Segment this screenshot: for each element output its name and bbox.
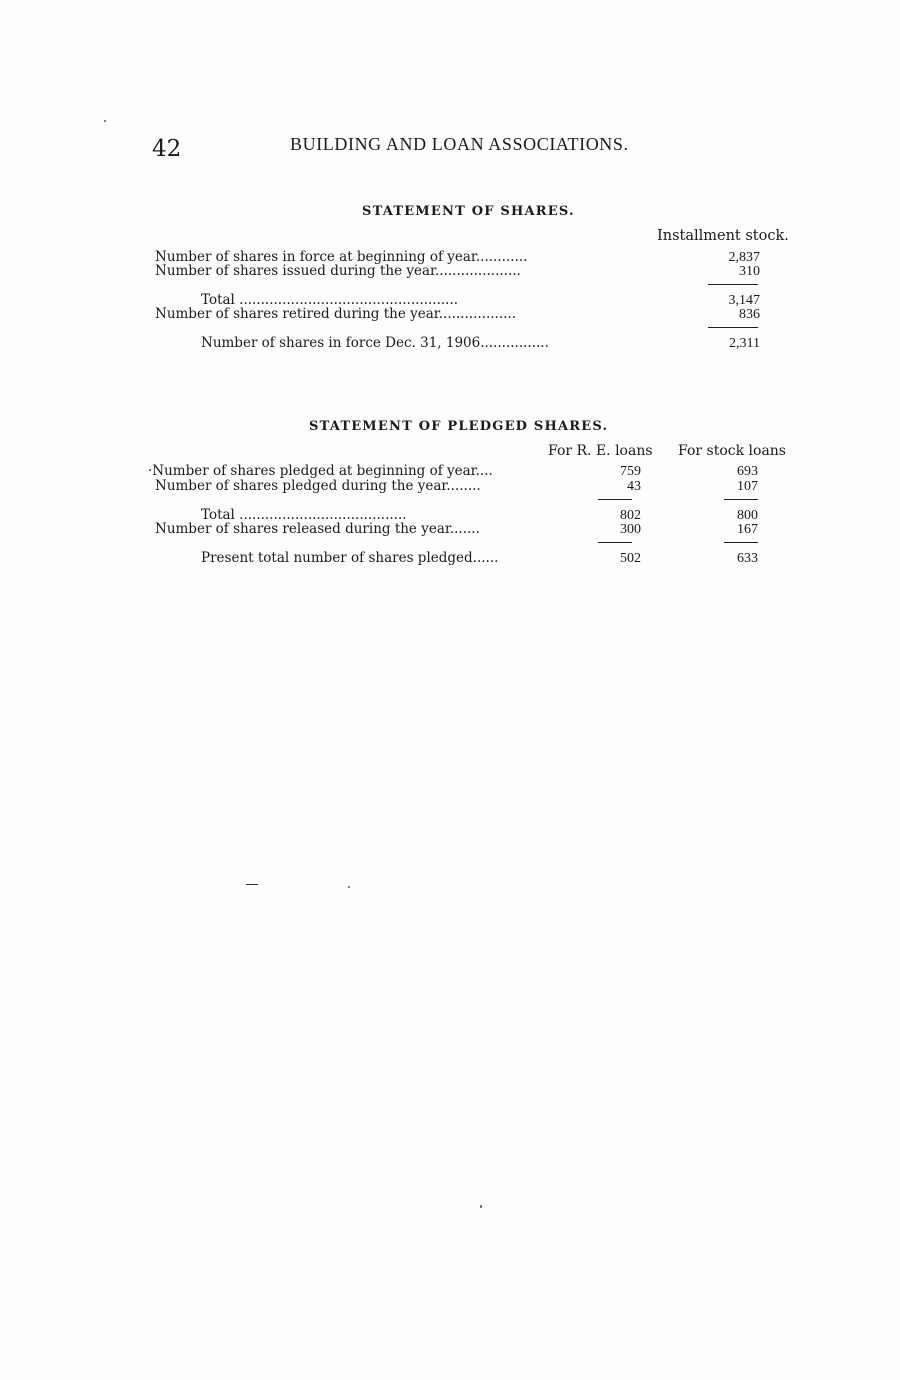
table-row — [155, 479, 760, 494]
row-value: 836 — [739, 307, 760, 322]
row-value: 310 — [739, 264, 760, 279]
pledged-section-title: STATEMENT OF PLEDGED SHARES. — [309, 419, 609, 434]
row-value-stock: 800 — [737, 508, 758, 523]
row-value-re: 43 — [627, 479, 641, 494]
row-label: ·Number of shares pledged at beginning of year.... — [148, 463, 493, 479]
row-label: Number of shares issued during the year.................... — [155, 263, 521, 279]
page-number: 42 — [152, 136, 182, 162]
table-row — [148, 464, 760, 479]
row-value: 2,837 — [728, 250, 760, 265]
row-value-re: 759 — [620, 464, 641, 479]
table-row — [155, 336, 760, 351]
subtotal-rule-re — [598, 499, 632, 500]
shares-column-header: Installment stock. — [657, 228, 789, 244]
row-label: Number of shares in force at beginning of year............ — [155, 249, 528, 265]
total-rule — [708, 327, 758, 328]
row-label: Number of shares retired during the year.................. — [155, 306, 517, 322]
subtotal-rule-stock — [724, 499, 758, 500]
row-label: Number of shares released during the year....... — [155, 521, 480, 537]
total-rule-re — [598, 542, 632, 543]
table-row — [155, 307, 760, 322]
row-label: Number of shares in force Dec. 31, 1906................ — [201, 335, 549, 351]
pledged-column-header-stock: For stock loans — [678, 443, 786, 459]
subtotal-rule — [708, 284, 758, 285]
scan-speck — [246, 884, 258, 885]
table-row — [155, 264, 760, 279]
row-value-stock: 167 — [737, 522, 758, 537]
row-label: Total ................................................... — [201, 292, 459, 308]
row-value: 3,147 — [728, 293, 760, 308]
table-row — [155, 522, 760, 537]
scan-speck — [480, 1205, 482, 1208]
scan-speck — [104, 120, 106, 122]
row-value-re: 502 — [620, 551, 641, 566]
shares-section-title: STATEMENT OF SHARES. — [362, 204, 575, 219]
row-value-stock: 633 — [737, 551, 758, 566]
table-row — [155, 551, 760, 566]
running-head: BUILDING AND LOAN ASSOCIATIONS. — [290, 134, 629, 154]
row-value-stock: 107 — [737, 479, 758, 494]
row-value-re: 300 — [620, 522, 641, 537]
scan-speck — [348, 886, 350, 888]
row-label: Number of shares pledged during the year........ — [155, 478, 481, 494]
row-value-stock: 693 — [737, 464, 758, 479]
row-label: Present total number of shares pledged...... — [201, 550, 499, 566]
total-rule-stock — [724, 542, 758, 543]
row-value-re: 802 — [620, 508, 641, 523]
pledged-column-header-re: For R. E. loans — [548, 443, 653, 459]
row-value: 2,311 — [729, 336, 760, 351]
row-label: Total ....................................... — [201, 507, 407, 523]
